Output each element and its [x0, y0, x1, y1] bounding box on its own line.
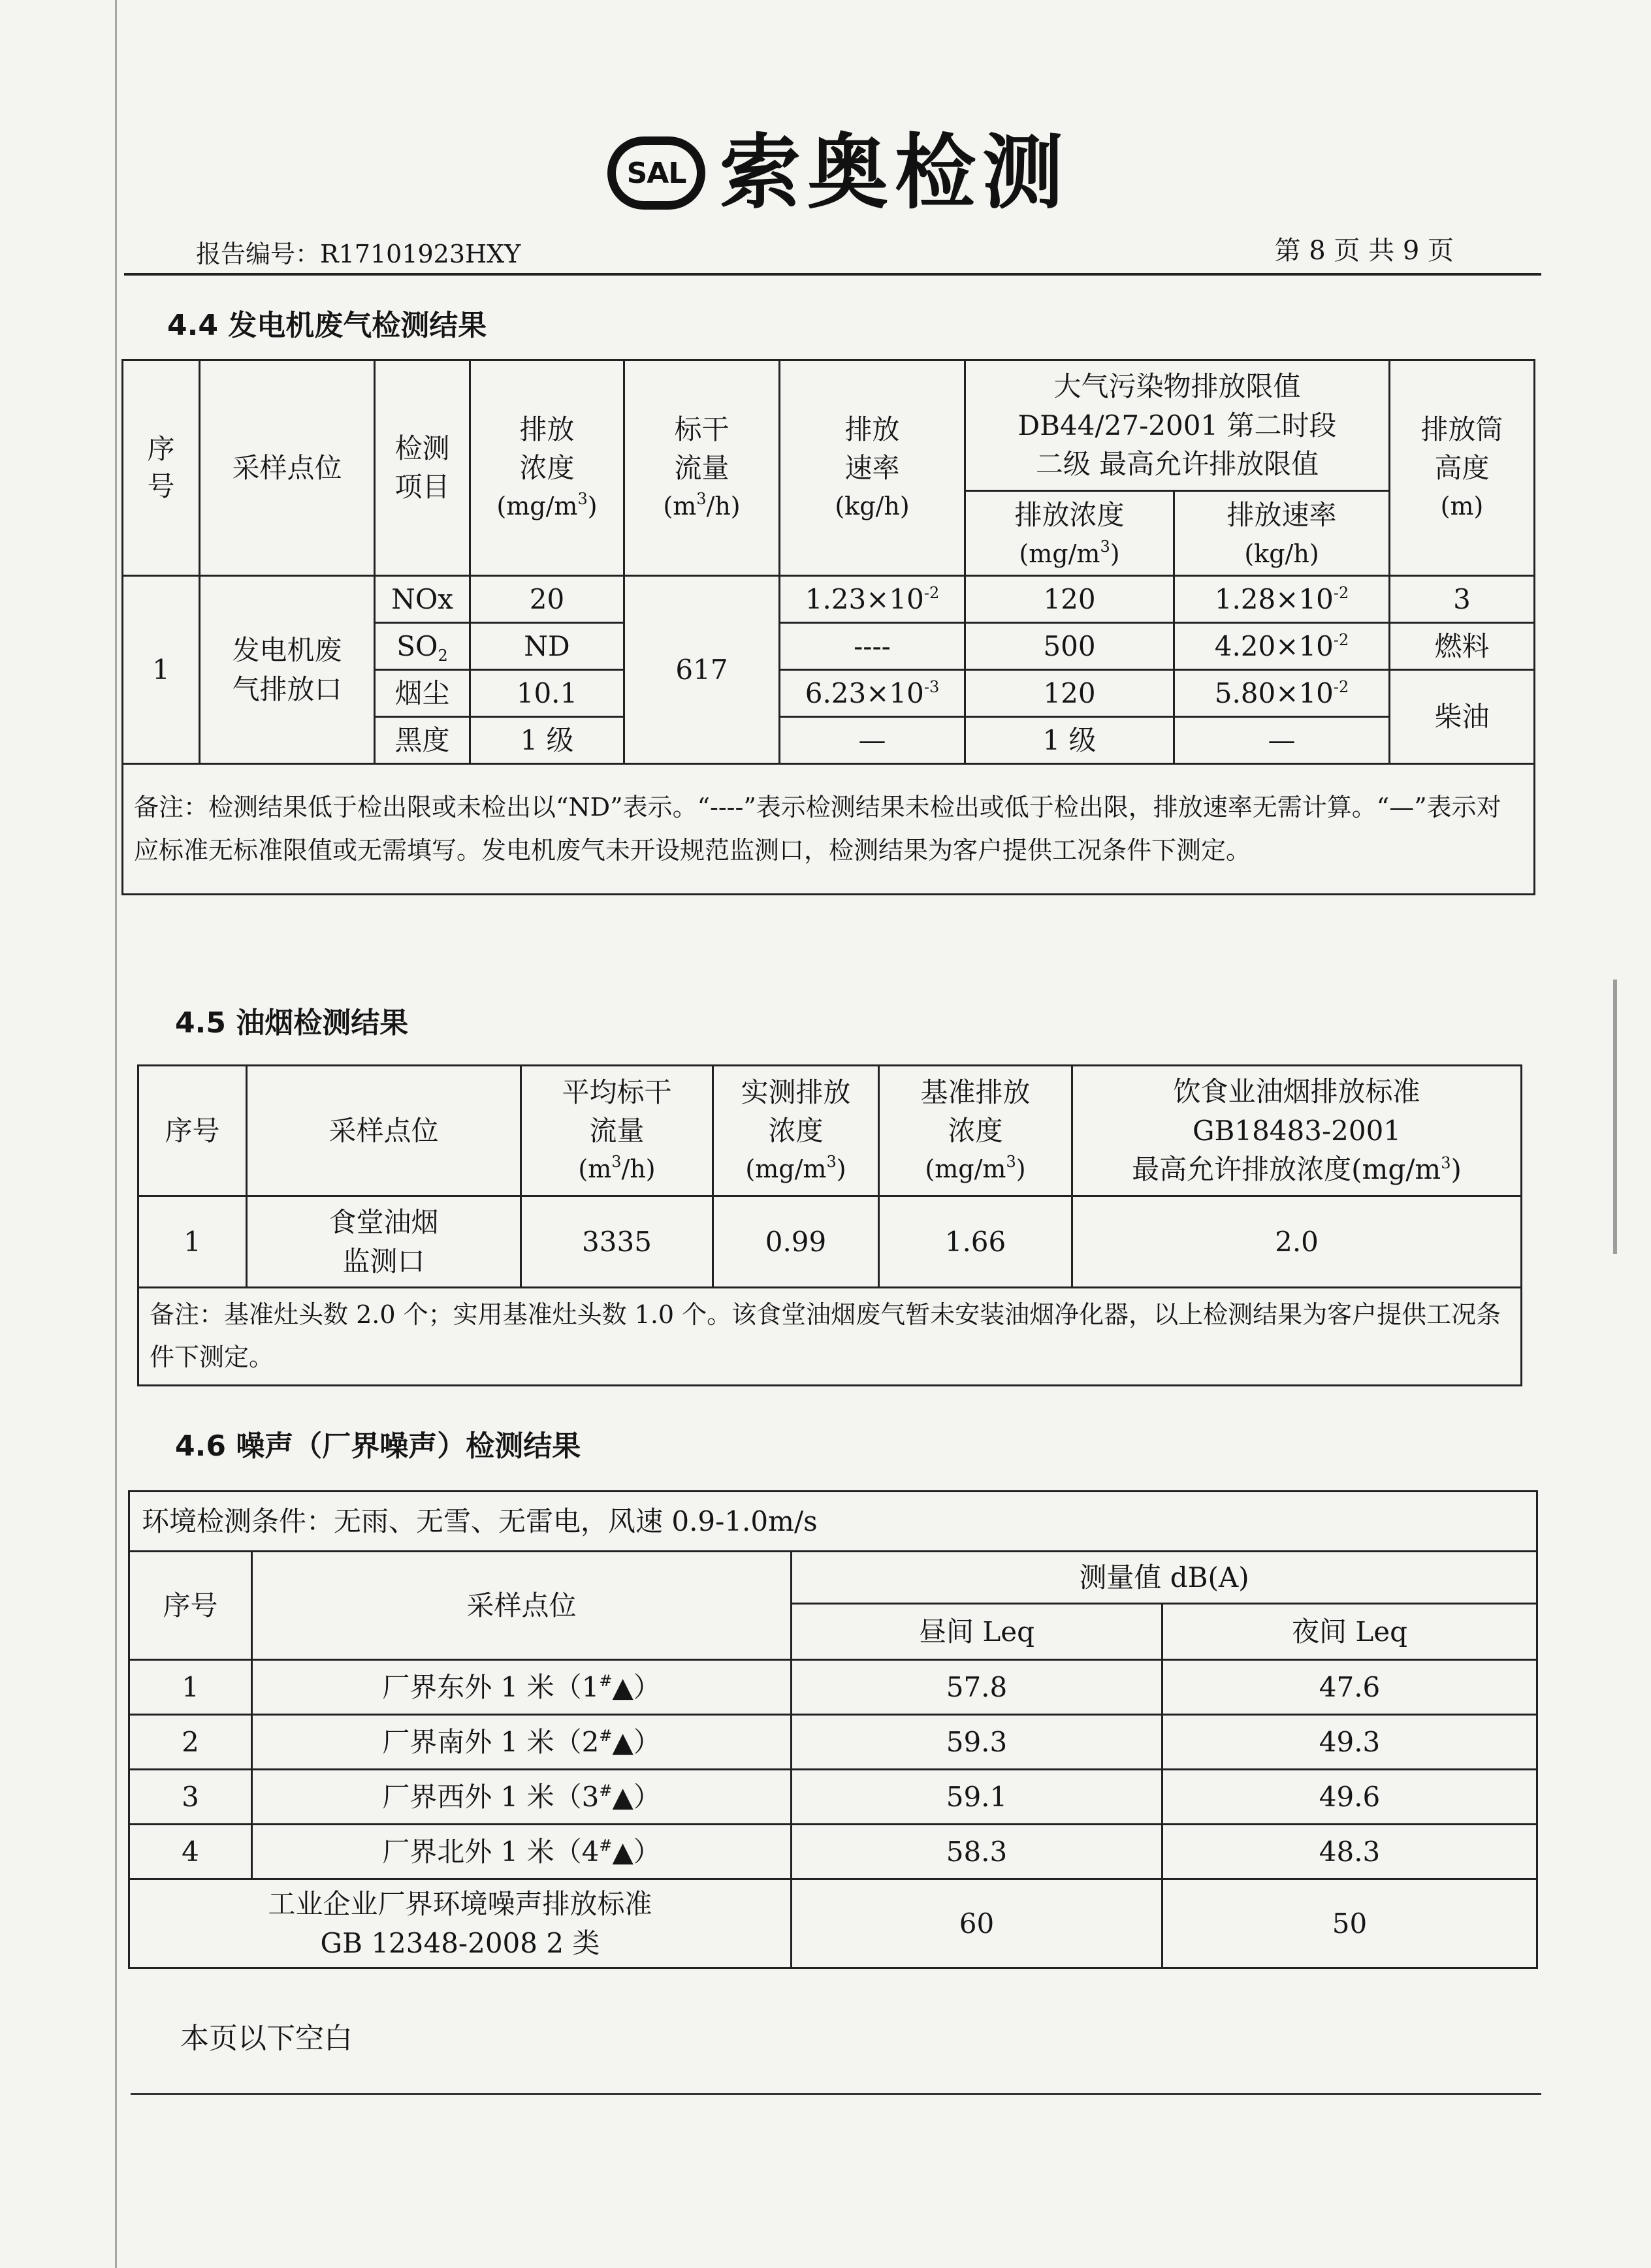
limit-rate-so2: $4.20\times 10^{-2}$	[1174, 623, 1390, 670]
item-blackness: 黑度	[375, 717, 470, 764]
rate-dust: $6.23\times 10^{-3}$	[780, 670, 965, 717]
logo-badge-text: SAL	[616, 145, 697, 201]
rate-blackness: —	[780, 717, 965, 764]
item-so2: SO2	[375, 623, 470, 670]
header-item: 检测项目	[375, 360, 470, 576]
header-rate: 排放速率 (kg/h)	[780, 360, 965, 576]
item-dust: 烟尘	[375, 670, 470, 717]
table-row: 2 厂界南外 1 米（2#▲） 59.3 49.3	[129, 1715, 1537, 1770]
scan-margin-line	[115, 0, 117, 2268]
row-flow: 3335	[521, 1196, 713, 1288]
limit-rate-dust: $5.80\times 10^{-2}$	[1174, 670, 1390, 717]
table-row	[123, 576, 1535, 623]
section-title-4-5: 4.5 油烟检测结果	[175, 1006, 409, 1040]
cooking-fume-table	[137, 1064, 1522, 1386]
row-seq: 1	[123, 576, 200, 764]
footer-divider	[131, 2093, 1541, 2095]
header-point: 采样点位	[252, 1552, 792, 1660]
company-logo	[607, 124, 1070, 222]
fuel-label: 燃料	[1390, 623, 1535, 670]
header-concentration: 排放浓度 $(mg/m^3)$	[470, 360, 624, 576]
header-limit: 大气污染物排放限值 DB44/27-2001 第二时段 二级 最高允许排放限值	[965, 360, 1390, 491]
report-number: 报告编号：R17101923HXY	[196, 240, 521, 268]
conc-blackness: 1 级	[470, 717, 624, 764]
table-note: 备注：基准灶头数 2.0 个；实用基准灶头数 1.0 个。该食堂油烟废气暂未安装油烟净化器，以上检测结果为客户提供工况条件下测定。	[138, 1288, 1522, 1386]
logo-badge	[607, 136, 705, 210]
conc-nox: 20	[470, 576, 624, 623]
limit-conc-nox: 120	[965, 576, 1174, 623]
limit-rate-nox: $1.28\times 10^{-2}$	[1174, 576, 1390, 623]
scan-edge-mark	[1613, 980, 1643, 1254]
item-nox: NOx	[375, 576, 470, 623]
header-limit-concentration: 排放浓度 $(mg/m^3)$	[965, 491, 1174, 576]
header-point: 采样点位	[200, 360, 375, 576]
header-flow: 标干流量 $(m^3/h)$	[624, 360, 780, 576]
header-measure: 测量值 dB(A)	[792, 1552, 1537, 1604]
standard-night: 50	[1162, 1879, 1537, 1968]
conc-so2: ND	[470, 623, 624, 670]
table-row: 3 厂界西外 1 米（3#▲） 59.1 49.6	[129, 1770, 1537, 1825]
stack-height-value: 3	[1390, 576, 1535, 623]
page-number: 第 8 页 共 9 页	[1274, 236, 1454, 266]
row-point: 食堂油烟监测口	[247, 1196, 521, 1288]
noise-table	[128, 1490, 1538, 1969]
header-standard: 饮食业油烟排放标准 GB18483-2001 最高允许排放浓度$(mg/m^3)$	[1072, 1066, 1522, 1196]
rate-so2: ----	[780, 623, 965, 670]
logo-text: 索奥检测	[720, 126, 1070, 220]
table-row: 1 厂界东外 1 米（1#▲） 57.8 47.6	[129, 1660, 1537, 1715]
header-stack-height: 排放筒高度 (m)	[1390, 360, 1535, 576]
conc-dust: 10.1	[470, 670, 624, 717]
table-row	[138, 1196, 1522, 1288]
header-day: 昼间 Leq	[792, 1604, 1162, 1660]
table-note: 备注：检测结果低于检出限或未检出以“ND”表示。“----”表示检测结果未检出或低于检出限，排放速率无需计算。“—”表示对应标准无标准限值或无需填写。发电机废气未开设规范监测口，检测结果为客户提供工况条件下测定。	[123, 764, 1535, 895]
header-actual: 实测排放浓度 $(mg/m^3)$	[713, 1066, 879, 1196]
limit-conc-dust: 120	[965, 670, 1174, 717]
standard-day: 60	[792, 1879, 1162, 1968]
generator-exhaust-table	[121, 359, 1535, 895]
test-conditions: 环境检测条件：无雨、无雪、无雷电，风速 0.9-1.0m/s	[129, 1492, 1537, 1552]
header-flow: 平均标干流量 $(m^3/h)$	[521, 1066, 713, 1196]
header-seq: 序号	[129, 1552, 252, 1660]
row-standard: 2.0	[1072, 1196, 1522, 1288]
header-reference: 基准排放浓度 $(mg/m^3)$	[879, 1066, 1072, 1196]
section-title-4-6: 4.6 噪声（厂界噪声）检测结果	[175, 1429, 581, 1463]
limit-rate-blackness: —	[1174, 717, 1390, 764]
header-seq: 序号	[138, 1066, 247, 1196]
row-actual: 0.99	[713, 1196, 879, 1288]
blank-below-note: 本页以下空白	[180, 2022, 353, 2055]
table-row: 4 厂界北外 1 米（4#▲） 58.3 48.3	[129, 1825, 1537, 1879]
limit-conc-blackness: 1 级	[965, 717, 1174, 764]
rate-nox: $1.23\times 10^{-2}$	[780, 576, 965, 623]
row-seq: 1	[138, 1196, 247, 1288]
limit-conc-so2: 500	[965, 623, 1174, 670]
standard-row: 工业企业厂界环境噪声排放标准 GB 12348-2008 2 类 60 50	[129, 1879, 1537, 1968]
fuel-value: 柴油	[1390, 670, 1535, 764]
header-limit-rate: 排放速率 (kg/h)	[1174, 491, 1390, 576]
row-point: 发电机废气排放口	[200, 576, 375, 764]
header-seq: 序号	[123, 360, 200, 576]
header-divider	[124, 273, 1541, 276]
row-flow: 617	[624, 576, 780, 764]
row-reference: 1.66	[879, 1196, 1072, 1288]
header-point: 采样点位	[247, 1066, 521, 1196]
section-title-4-4: 4.4 发电机废气检测结果	[167, 309, 487, 342]
header-night: 夜间 Leq	[1162, 1604, 1537, 1660]
